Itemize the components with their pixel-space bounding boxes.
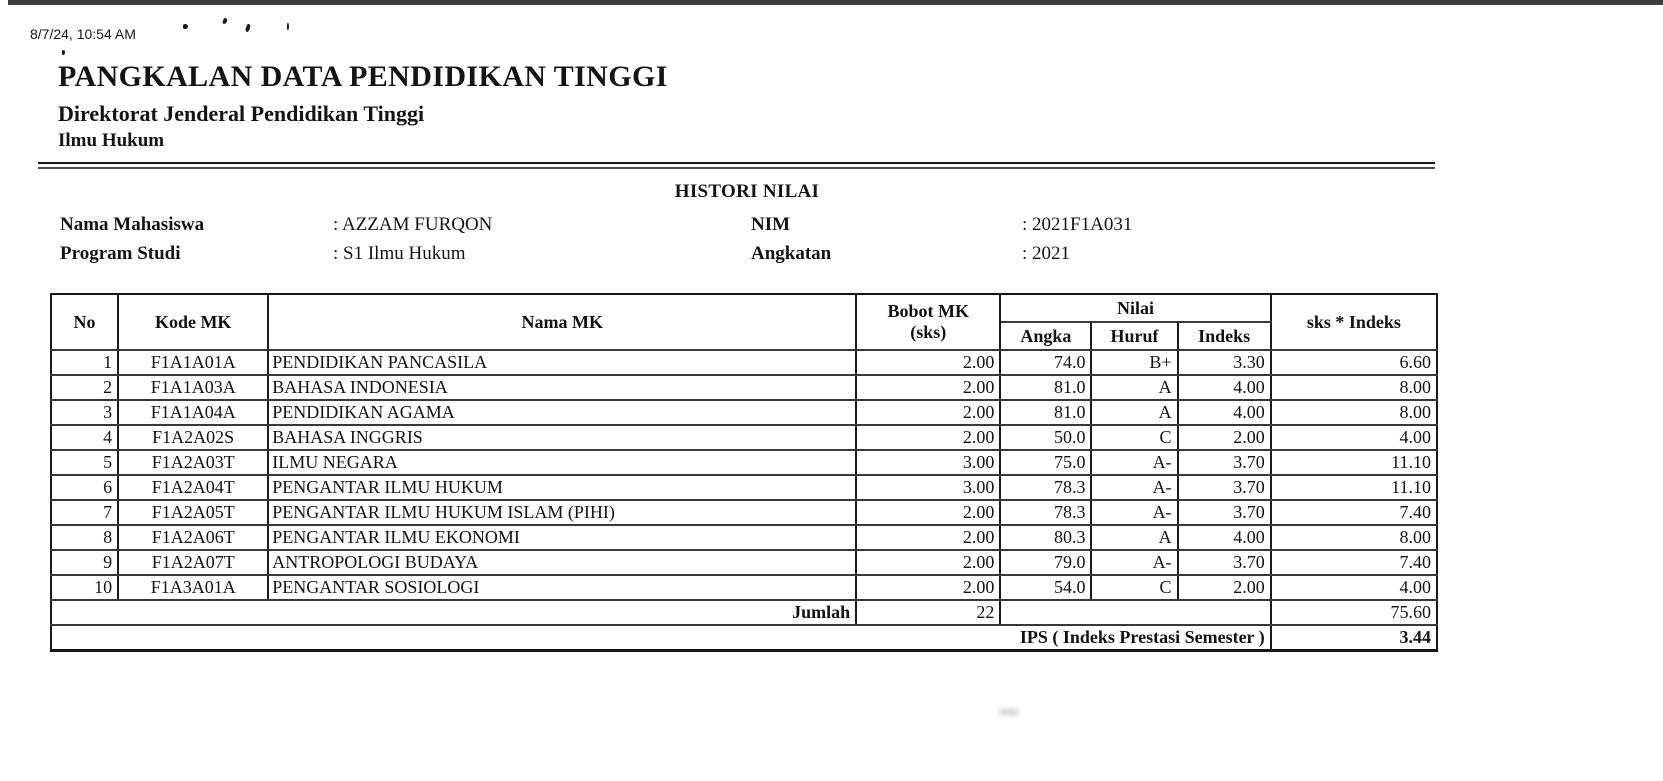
cell-indeks: 3.70	[1178, 450, 1271, 475]
header-sks-indeks: sks * Indeks	[1271, 294, 1437, 350]
student-name-value: : AZZAM FURQON	[333, 214, 493, 235]
cell-huruf: A-	[1091, 500, 1177, 525]
cell-nama-mk: BAHASA INGGRIS	[268, 425, 856, 450]
cell-angka: 79.0	[1000, 550, 1091, 575]
cell-nama-mk: PENGANTAR ILMU HUKUM	[268, 475, 856, 500]
cell-nama-mk: BAHASA INDONESIA	[268, 375, 856, 400]
jumlah-sks-indeks-value: 75.60	[1271, 600, 1437, 625]
cell-angka: 54.0	[1000, 575, 1091, 600]
table-header	[51, 294, 1437, 350]
cell-nama-mk: ILMU NEGARA	[268, 450, 856, 475]
cell-huruf: A-	[1091, 550, 1177, 575]
cell-huruf: A	[1091, 400, 1177, 425]
cell-sks-indeks: 8.00	[1271, 400, 1437, 425]
cell-no: 5	[51, 450, 118, 475]
cell-angka: 81.0	[1000, 375, 1091, 400]
cell-sks-indeks: 8.00	[1271, 375, 1437, 400]
cell-sks-indeks: 4.00	[1271, 425, 1437, 450]
cell-no: 8	[51, 525, 118, 550]
cell-nama-mk: PENGANTAR ILMU EKONOMI	[268, 525, 856, 550]
table-row	[51, 525, 1437, 550]
cell-no: 1	[51, 350, 118, 375]
cell-kode-mk: F1A2A02S	[118, 425, 268, 450]
cell-indeks: 3.70	[1178, 500, 1271, 525]
ips-value: 3.44	[1271, 625, 1437, 651]
cell-indeks: 3.70	[1178, 475, 1271, 500]
header-bobot-mk	[856, 294, 1000, 350]
student-nim-value: : 2021F1A031	[1022, 214, 1133, 235]
cell-kode-mk: F1A3A01A	[118, 575, 268, 600]
header-nilai: Nilai	[1000, 294, 1270, 322]
cell-angka: 81.0	[1000, 400, 1091, 425]
cell-angka: 80.3	[1000, 525, 1091, 550]
scan-edge-bar	[8, 0, 1663, 5]
page-title: PANGKALAN DATA PENDIDIKAN TINGGI	[58, 60, 668, 93]
cell-nama-mk: PENDIDIKAN AGAMA	[268, 400, 856, 425]
cell-bobot: 2.00	[856, 525, 1000, 550]
jumlah-empty-cell	[1000, 600, 1270, 625]
scan-speck	[287, 23, 289, 30]
cell-sks-indeks: 8.00	[1271, 525, 1437, 550]
table-row	[51, 375, 1437, 400]
cell-no: 6	[51, 475, 118, 500]
cell-kode-mk: F1A2A05T	[118, 500, 268, 525]
cell-indeks: 3.30	[1178, 350, 1271, 375]
scan-speck	[62, 50, 65, 55]
cell-nama-mk: PENGANTAR SOSIOLOGI	[268, 575, 856, 600]
cell-indeks: 4.00	[1178, 375, 1271, 400]
cell-sks-indeks: 7.40	[1271, 500, 1437, 525]
grades-table	[50, 293, 1438, 652]
cell-kode-mk: F1A2A07T	[118, 550, 268, 575]
cell-bobot: 3.00	[856, 475, 1000, 500]
program-studi-label: Program Studi	[60, 243, 181, 264]
scan-speck	[222, 17, 228, 24]
cell-sks-indeks: 6.60	[1271, 350, 1437, 375]
header-bobot-line2: (sks)	[910, 322, 947, 342]
table-row	[51, 550, 1437, 575]
cell-no: 4	[51, 425, 118, 450]
page-subtitle: Direktorat Jenderal Pendidikan Tinggi	[58, 101, 425, 126]
cell-bobot: 2.00	[856, 550, 1000, 575]
header-no: No	[51, 294, 118, 350]
header-angka: Angka	[1000, 322, 1091, 350]
cell-kode-mk: F1A1A03A	[118, 375, 268, 400]
cell-nama-mk: PENGANTAR ILMU HUKUM ISLAM (PIHI)	[268, 500, 856, 525]
header-kode-mk: Kode MK	[118, 294, 268, 350]
cell-no: 10	[51, 575, 118, 600]
cell-indeks: 4.00	[1178, 400, 1271, 425]
cell-kode-mk: F1A2A03T	[118, 450, 268, 475]
cell-indeks: 3.70	[1178, 550, 1271, 575]
table-row	[51, 425, 1437, 450]
scan-speck	[183, 24, 188, 29]
header-huruf: Huruf	[1091, 322, 1177, 350]
cell-huruf: A-	[1091, 450, 1177, 475]
cell-sks-indeks: 11.10	[1271, 450, 1437, 475]
department-name: Ilmu Hukum	[58, 130, 165, 151]
jumlah-sks-value: 22	[856, 600, 1000, 625]
cell-indeks: 2.00	[1178, 575, 1271, 600]
cell-kode-mk: F1A1A04A	[118, 400, 268, 425]
cell-bobot: 2.00	[856, 575, 1000, 600]
cell-angka: 50.0	[1000, 425, 1091, 450]
cell-angka: 78.3	[1000, 500, 1091, 525]
cell-huruf: A-	[1091, 475, 1177, 500]
header-divider	[38, 162, 1435, 169]
cell-indeks: 4.00	[1178, 525, 1271, 550]
cell-no: 7	[51, 500, 118, 525]
print-timestamp: 8/7/24, 10:54 AM	[30, 26, 136, 42]
program-studi-value: : S1 Ilmu Hukum	[333, 243, 466, 264]
cell-bobot: 2.00	[856, 375, 1000, 400]
header-nama-mk: Nama MK	[268, 294, 856, 350]
table-row	[51, 450, 1437, 475]
cell-bobot: 2.00	[856, 400, 1000, 425]
angkatan-value: : 2021	[1022, 243, 1071, 264]
header-indeks: Indeks	[1178, 322, 1271, 350]
cell-huruf: C	[1091, 425, 1177, 450]
table-row	[51, 500, 1437, 525]
cell-no: 3	[51, 400, 118, 425]
cell-huruf: B+	[1091, 350, 1177, 375]
table-row	[51, 475, 1437, 500]
table-row	[51, 400, 1437, 425]
cell-no: 2	[51, 375, 118, 400]
scan-smudge	[998, 708, 1020, 716]
angkatan-label: Angkatan	[751, 243, 832, 264]
cell-sks-indeks: 11.10	[1271, 475, 1437, 500]
cell-huruf: A	[1091, 375, 1177, 400]
cell-nama-mk: PENDIDIKAN PANCASILA	[268, 350, 856, 375]
cell-bobot: 2.00	[856, 350, 1000, 375]
cell-no: 9	[51, 550, 118, 575]
student-name-label: Nama Mahasiswa	[60, 214, 205, 235]
student-nim-label: NIM	[751, 214, 791, 235]
cell-kode-mk: F1A2A04T	[118, 475, 268, 500]
scan-speck	[245, 24, 251, 33]
cell-angka: 74.0	[1000, 350, 1091, 375]
cell-bobot: 2.00	[856, 500, 1000, 525]
ips-label: IPS ( Indeks Prestasi Semester )	[51, 625, 1271, 651]
table-row	[51, 575, 1437, 600]
cell-kode-mk: F1A2A06T	[118, 525, 268, 550]
cell-angka: 78.3	[1000, 475, 1091, 500]
summary-row-ips	[51, 625, 1437, 651]
cell-huruf: A	[1091, 525, 1177, 550]
header-bobot-line1: Bobot MK	[887, 301, 969, 321]
jumlah-label: Jumlah	[51, 600, 856, 625]
cell-sks-indeks: 7.40	[1271, 550, 1437, 575]
cell-sks-indeks: 4.00	[1271, 575, 1437, 600]
cell-bobot: 3.00	[856, 450, 1000, 475]
cell-kode-mk: F1A1A01A	[118, 350, 268, 375]
summary-row-jumlah	[51, 600, 1437, 625]
table-row	[51, 350, 1437, 375]
cell-bobot: 2.00	[856, 425, 1000, 450]
cell-nama-mk: ANTROPOLOGI BUDAYA	[268, 550, 856, 575]
cell-huruf: C	[1091, 575, 1177, 600]
section-title: HISTORI NILAI	[674, 181, 820, 202]
cell-angka: 75.0	[1000, 450, 1091, 475]
cell-indeks: 2.00	[1178, 425, 1271, 450]
